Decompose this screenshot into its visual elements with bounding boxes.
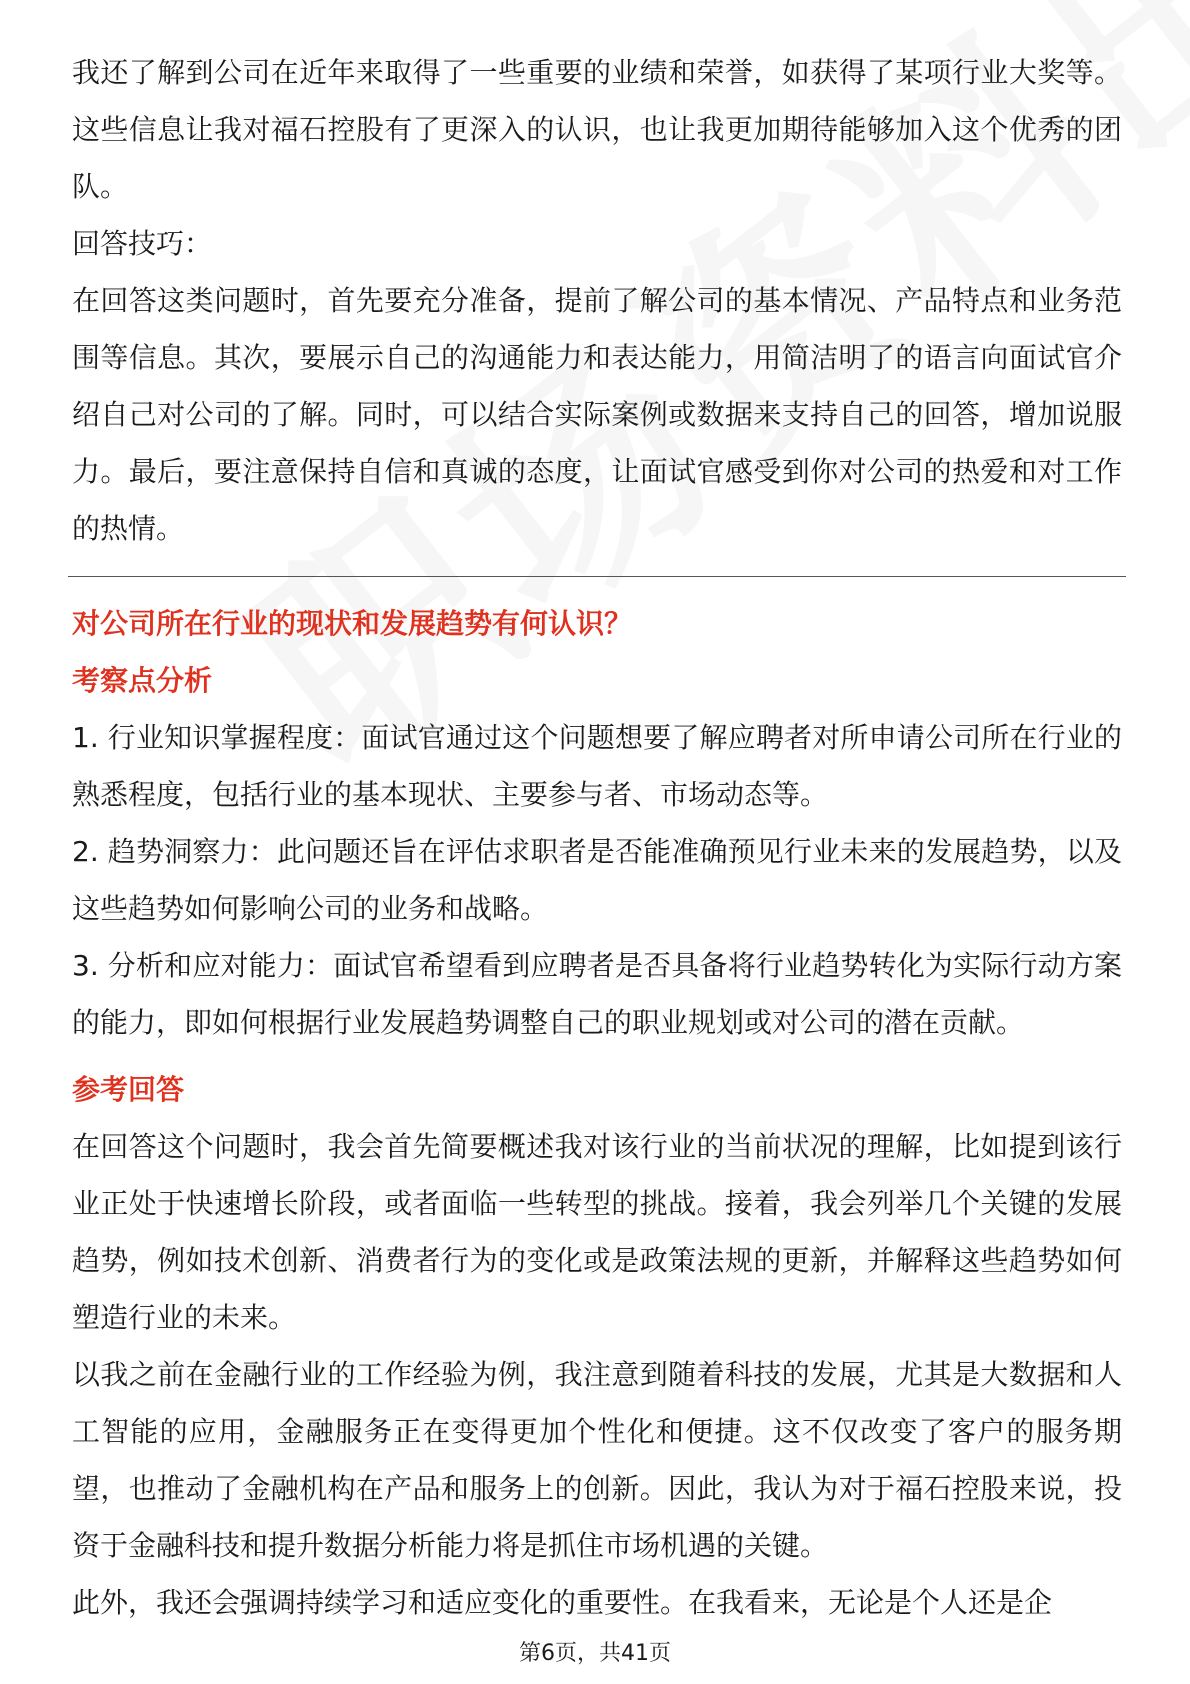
paragraph-achievements: 我还了解到公司在近年来取得了一些重要的业绩和荣誉，如获得了某项行业大奖等。这些信息让我对福石控股有了更深入的认识，也让我更加期待能够加入这个优秀的团队。 xyxy=(72,56,1122,203)
question-title: 对公司所在行业的现状和发展趋势有何认识？ xyxy=(72,607,633,640)
spacer xyxy=(72,1051,1122,1061)
answer-heading: 参考回答 xyxy=(72,1073,185,1106)
answer-paragraph-2: 以我之前在金融行业的工作经验为例，我注意到随着科技的发展，尤其是大数据和人工智能的应用，金融服务正在变得更加个性化和便捷。这不仅改变了客户的服务期望，也推动了金融机构在产品和服务上的创新。因此，我认为对于福石控股来说，投资于金融科技和提升数据分析能力将是抓住市场机遇的关键。 xyxy=(72,1358,1122,1562)
answer-tips-label: 回答技巧： xyxy=(72,227,213,260)
answer-paragraph-1: 在回答这个问题时，我会首先简要概述我对该行业的当前状况的理解，比如提到该行业正处于快速增长阶段，或者面临一些转型的挑战。接着，我会列举几个关键的发展趋势，例如技术创新、消费者行为的变化或是政策法规的更新，并解释这些趋势如何塑造行业的未来。 xyxy=(72,1130,1122,1334)
section-divider xyxy=(68,576,1126,577)
answer-paragraph-3: 此外，我还会强调持续学习和适应变化的重要性。在我看来，无论是个人还是企 xyxy=(72,1586,1053,1619)
analysis-item-2: 2. 趋势洞察力：此问题还旨在评估求职者是否能准确预见行业未来的发展趋势，以及这些趋势如何影响公司的业务和战略。 xyxy=(72,835,1122,925)
analysis-item-3: 3. 分析和应对能力：面试官希望看到应聘者是否具备将行业趋势转化为实际行动方案的能力，即如何根据行业发展趋势调整自己的职业规划或对公司的潜在贡献。 xyxy=(72,949,1122,1039)
page-content xyxy=(72,44,1122,1631)
analysis-item-1: 1. 行业知识掌握程度：面试官通过这个问题想要了解应聘者对所申请公司所在行业的熟悉程度，包括行业的基本现状、主要参与者、市场动态等。 xyxy=(72,721,1122,811)
page-number: 第6页，共41页 xyxy=(519,1641,671,1666)
analysis-heading: 考察点分析 xyxy=(72,664,213,697)
paragraph-answer-tips: 在回答这类问题时，首先要充分准备，提前了解公司的基本情况、产品特点和业务范围等信息。其次，要展示自己的沟通能力和表达能力，用简洁明了的语言向面试官介绍自己对公司的了解。同时，可以结合实际案例或数据来支持自己的回答，增加说服力。最后，要注意保持自信和真诚的态度，让面试官感受到你对公司的热爱和对工作的热情。 xyxy=(72,284,1122,545)
